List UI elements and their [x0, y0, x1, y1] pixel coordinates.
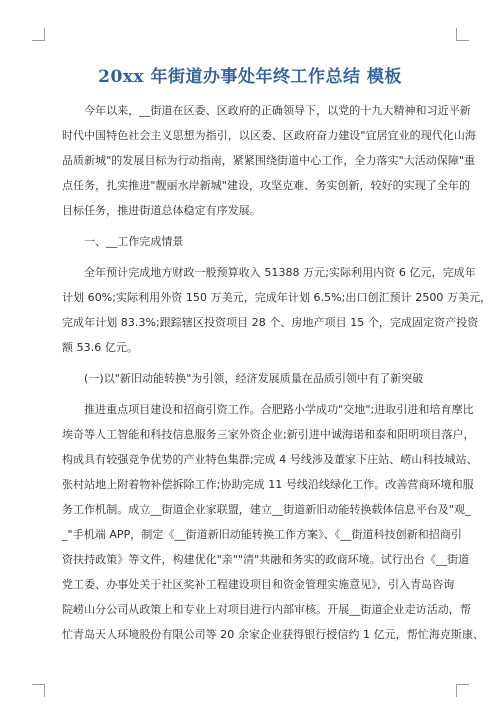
paragraph	[62, 98, 476, 223]
page-corner-mark-bottom-right	[456, 684, 469, 697]
page-corner-mark-bottom-left	[32, 684, 45, 697]
paragraph	[62, 366, 446, 391]
text-line: _"手机端 APP，制定《__街道新旧动能转换工作方案》、《__街道科技创新和招商引	[62, 528, 462, 541]
text-line: 忙青岛天人环境股份有限公司等 20 余家企业获得银行授信约 1 亿元，帮忙海克斯康、	[62, 628, 485, 641]
text-line: 计划 60%;实际利用外资 150 万美元，完成年计划 6.5%;出口创汇预计 2500 万美元，	[62, 291, 492, 304]
text-line: 党工委、办事处关于社区奖补工程建设项目和资金管理实施意见》，引入青岛咨询	[62, 578, 455, 591]
text-line: 目标任务，推进街道总体稳定有序发展。	[62, 204, 261, 217]
text-line: 推进重点项目建设和招商引资工作。合肥路小学成功"交地";进取引进和培育摩比	[84, 403, 474, 416]
text-line: (一)以"新旧动能转换"为引领，经济发展质量在品质引领中有了新突破	[84, 372, 424, 385]
page-corner-mark-top-right	[456, 28, 469, 41]
page-corner-mark-top-left	[32, 28, 45, 41]
text-line: 今年以来，__街道在区委、区政府的正确领导下，以党的十九大精神和习近平新	[84, 104, 471, 117]
text-line: 额 53.6 亿元。	[62, 341, 138, 354]
text-line: 埃奇等人工智能和科技信息服务三家外资企业;新引进中诚海诺和泰和阳明项目落户，	[62, 428, 475, 441]
paragraph	[62, 229, 446, 254]
text-line: 点任务，扎实推进"靓丽水岸新城"建设，攻坚克难、务实创新，较好的实现了全年的	[62, 179, 471, 192]
text-line: 张村站地上附着物补偿拆除工作;协助完成 11 号线沿线绿化工作。改善营商环境和服	[62, 478, 474, 491]
text-line: 时代中国特色社会主义思想为指引，以区委、区政府奋力建设"宜居宜业的现代化山海	[62, 129, 476, 142]
text-line: 一、__工作完成情景	[84, 235, 184, 248]
paragraph	[62, 260, 492, 360]
text-line: 完成年计划 83.3%;跟踪辖区投资项目 28 个、房地产项目 15 个，完成固定资产投资	[62, 316, 479, 329]
document-body	[62, 98, 492, 647]
document-title: 20xx 年街道办事处年终工作总结 模板	[98, 67, 402, 87]
text-line: 务工作机制。成立__街道企业家联盟，建立__街道新旧动能转换载体信息平台及"观_	[62, 503, 471, 516]
text-line: 全年预计完成地方财政一般预算收入 51388 万元;实际利用内资 6 亿元，完成年	[84, 266, 476, 279]
text-line: 资扶持政策》等文件，构建优化"亲""清"共融和务实的政商环境。试行出台《__街道	[62, 553, 470, 566]
text-line: 品质新城"的发展目标为行动指南，紧紧围绕街道中心工作，全力落实"大活动保障"重	[62, 154, 476, 167]
text-line: 构成具有较强竞争优势的产业特色集群;完成 4 号线涉及董家下庄站、崂山科技城站、	[62, 453, 478, 466]
text-line: 院崂山分公司从政策上和专业上对项目进行内部审核。开展__街道企业走访活动，帮	[62, 603, 471, 616]
paragraph	[62, 397, 485, 647]
